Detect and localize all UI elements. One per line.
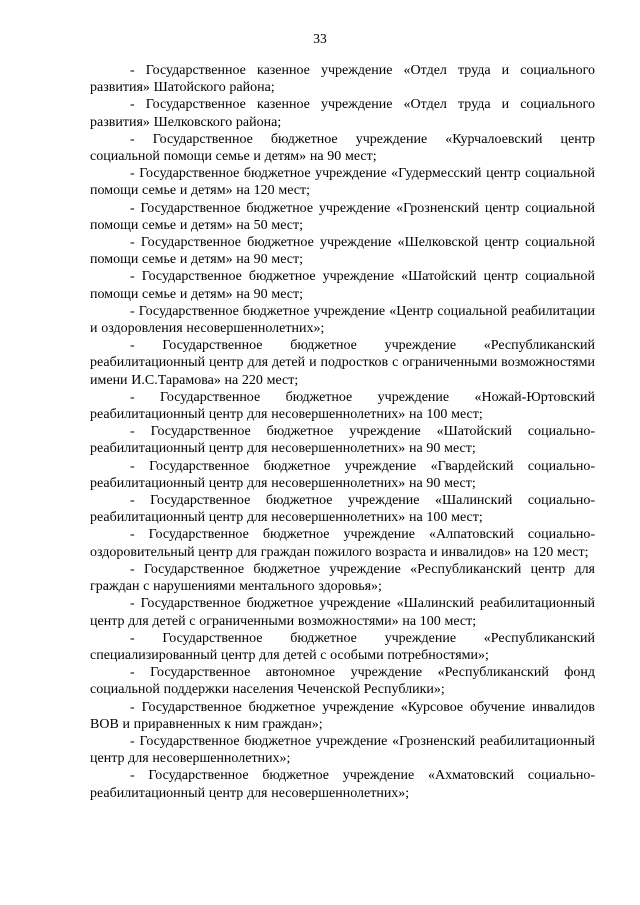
- list-item: - Государственное бюджетное учреждение «Ахматовский социально-реабилитационный центр для несовершеннолетних»;: [90, 768, 595, 801]
- list-item: - Государственное автономное учреждение «Республиканский фонд социальной поддержки населения Чеченской Республики»;: [90, 665, 595, 698]
- list-item: - Государственное бюджетное учреждение «Шелковской центр социальной помощи семье и детям» на 90 мест;: [90, 235, 595, 268]
- list-item: - Государственное бюджетное учреждение «Республиканский реабилитационный центр для детей и подростков с ограниченными возможностями имени И.С.Тарамова» на 220 мест;: [90, 338, 595, 388]
- list-item: - Государственное бюджетное учреждение «Республиканский специализированный центр для детей с особыми потребностями»;: [90, 630, 595, 663]
- list-item: - Государственное бюджетное учреждение «Республиканский центр для граждан с нарушениями ментального здоровья»;: [90, 561, 595, 595]
- list-item: - Государственное бюджетное учреждение «Курчалоевский центр социальной помощи семье и детям» на 90 мест;: [90, 131, 595, 165]
- list-item: - Государственное бюджетное учреждение «Гвардейский социально-реабилитационный центр для несовершеннолетних» на 90 мест;: [90, 458, 595, 491]
- list-item: - Государственное казенное учреждение «Отдел труда и социального развития» Шелковского района;: [90, 97, 595, 130]
- list-item: - Государственное казенное учреждение «Отдел труда и социального развития» Шатойского района;: [90, 63, 595, 96]
- list-item: - Государственное бюджетное учреждение «Центр социальной реабилитации и оздоровления несовершеннолетних»;: [90, 303, 595, 337]
- institution-list: [90, 62, 595, 802]
- list-item: - Государственное бюджетное учреждение «Грозненский центр социальной помощи семье и детям» на 50 мест;: [90, 200, 595, 233]
- page-number: 33: [313, 31, 327, 46]
- list-item: - Государственное бюджетное учреждение «Шалинский реабилитационный центр для детей с ограниченными возможностями» на 100 мест;: [90, 596, 595, 629]
- list-item: - Государственное бюджетное учреждение «Курсовое обучение инвалидов ВОВ и приравненных к ним граждан»;: [90, 699, 595, 732]
- list-item: - Государственное бюджетное учреждение «Алпатовский социально-оздоровительный центр для граждан пожилого возраста и инвалидов» на 120 мест;: [90, 527, 595, 560]
- list-item: - Государственное бюджетное учреждение «Шатойский социально-реабилитационный центр для несовершеннолетних» на 90 мест;: [90, 424, 595, 457]
- list-item: - Государственное бюджетное учреждение «Шатойский центр социальной помощи семье и детям» на 90 мест;: [90, 269, 595, 302]
- list-item: - Государственное бюджетное учреждение «Гудермесский центр социальной помощи семье и детям» на 120 мест;: [90, 166, 595, 199]
- list-item: - Государственное бюджетное учреждение «Грозненский реабилитационный центр для несовершеннолетних»;: [90, 733, 595, 767]
- list-item: - Государственное бюджетное учреждение «Шалинский социально-реабилитационный центр для несовершеннолетних» на 100 мест;: [90, 493, 595, 526]
- list-item: - Государственное бюджетное учреждение «Ножай-Юртовский реабилитационный центр для несовершеннолетних» на 100 мест;: [90, 389, 595, 423]
